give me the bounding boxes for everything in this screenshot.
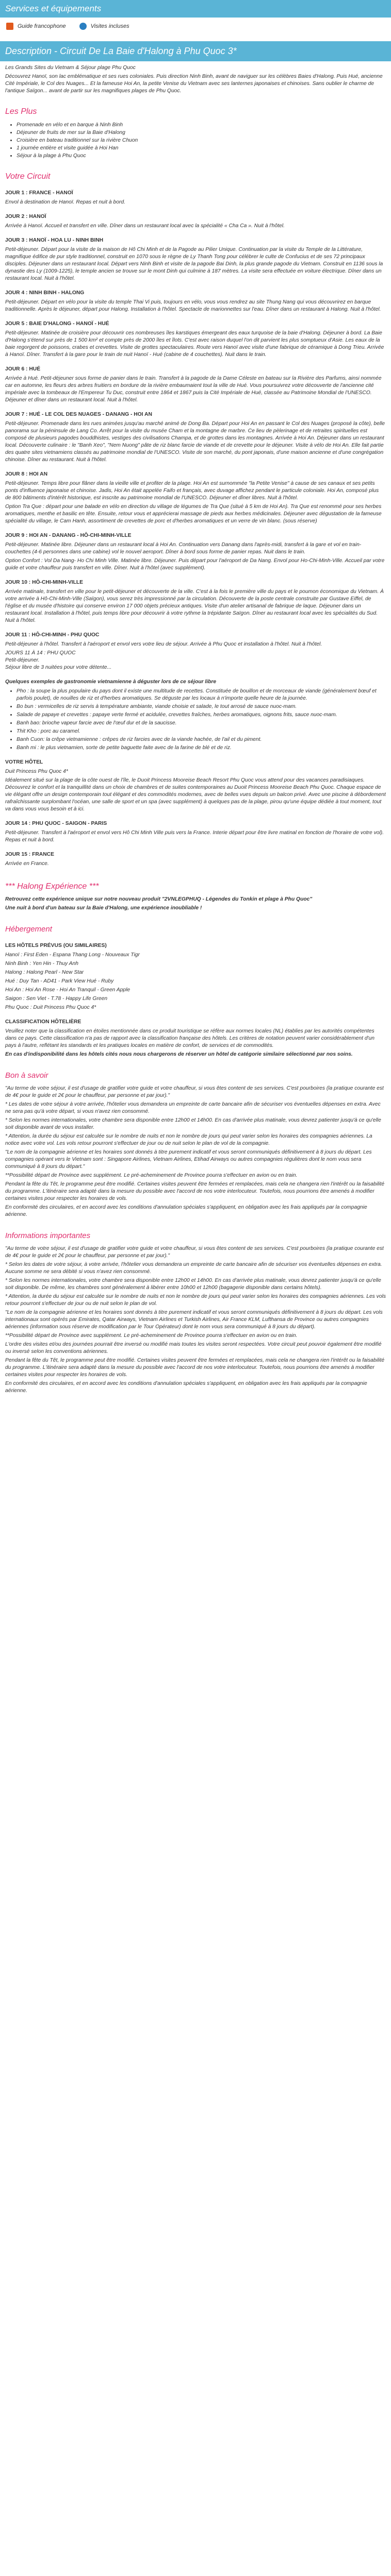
day-heading: JOUR 4 : NINH BINH - HALONG [5, 290, 85, 296]
day-text: Petit-déjeuner. Matinée de croisière pour découvrir ces nombreuses îles karstiques émergeant des eaux turquoise de la baie d'Halong. Déjeuner à bord. La Baie d'Halong s'étend sur près de 1 500 km² et compte près de 2000 îles et îlots. C'est avec raison duquel l'on dit parvient les plus somptueux d'Asie. Les eaux de la baie regorgent de poissons, crabes et crevettes. Visite de grottes spectaculaires. Route vers Hanoï avec visite d'une fabrique de céramique à Dong Trieu. Arrivée à Hanoï. Dîner. Transfert à la gare pour le train de nuit Hanoï - Hué (cabine de 4 couchettes). Nuit dans le train. [5, 330, 384, 358]
itinerary-days [5, 190, 386, 671]
info-paragraph: En conformité des circulaires, et en accord avec les conditions d'annulation spéciales s'appliquent, en obligation avec les frais appliqués par la compagnie aérienne. [5, 1381, 367, 1394]
promo-line-1: Retrouvez cette expérience unique sur notre nouveau produit "2VNLEGPHUQ - Légendes du Tonkin et plage à Phu Quoc" [5, 896, 313, 903]
plus-list [5, 122, 386, 160]
hotels-head: LES HÔTELS PRÉVUS (OU SIMILAIRES) [5, 942, 107, 948]
promo-line-2: Une nuit à bord d'un bateau sur la Baie d'Halong, une expérience inoubliable ! [5, 905, 202, 911]
day-text: Petit-déjeuner. Départ en vélo pour la visite du temple Thai Vi puis, toujours en vélo, vous vous rendrez au site Thung Nang qui vous découvrirez en barque traditionnelle. Après le déjeuner, départ pour Halong. Installation à l'hôtel. Spectacle de marionnettes sur l'eau. Dîner dans un restaurant à Halong. Nuit à l'hôtel. [5, 299, 381, 312]
day-heading: JOUR 7 : HUÉ - LE COL DES NUAGES - DANANG - HOI AN [5, 411, 152, 417]
list-item: • Pho : la soupe la plus populaire du pays dont il existe une multitude de recettes. Constituée de bouillon et de morceaux de viande (généralement bœuf et parfois poulet), de nouilles de riz et d'herbes aromatiques. Se déguste par les locaux à n'importe quelle heure de la journée. [17, 688, 386, 702]
info-paragraph: * Attention, la durée du séjour est calculée sur le nombre de nuits et non le nombre de jours qui peut varier selon les horaires des compagnies aériennes. Les vols retour pourront s'effectuer de jour ou de nuit selon le plan de vol. [5, 1294, 386, 1307]
intro-subtitle: Les Grands Sites du Vietnam & Séjour plage Phu Quoc [5, 65, 136, 71]
main-content [0, 64, 391, 1395]
bon-paragraph: "Au terme de votre séjour, il est d'usage de gratifier votre guide et votre chauffeur, si vous êtes content de ses services. C'est pourboires (la pratique courante est de 4€ pour le guide et 2€ pour le chauffeur, par personne et par jour)." [5, 1086, 384, 1099]
day-text: Option Confort : Vol Da Nang- Ho Chi Minh Ville. Matinée libre. Déjeuner. Puis départ pour l'aéroport de Da Nang. Envol pour Ho-Chi-Minh-Ville. Accueil par votre guide et votre chauffeur puis transfert en ville. Dîner. Nuit à l'hôtel (avec supplément). [5, 557, 385, 571]
info-paragraph: "Le nom de la compagnie aérienne et les horaires sont donnés à titre purement indicatif et vous seront communiqués définitivement à 8 jours du départ. Les vols internationaux sont opérés par Emirates, Qatar Airways, Vietnam Airlines et Turkish Airlines, Air France KLM, Lufthansa de Province ou autres compagnies aériennes (information sous réserve de modification par le Tour Opérateur) dont le nom vous sera communiqué à 8 jours du départ). [5, 1310, 383, 1330]
hotels-list [5, 952, 386, 1011]
ticket-icon [79, 23, 87, 30]
day-heading: JOUR 8 : HOI AN [5, 471, 48, 477]
hebergement-title: Hébergement [5, 925, 52, 934]
day-heading: JOUR 14 : PHU QUOC - SAIGON - PARIS [5, 820, 107, 826]
day-heading: JOUR 11 : HÔ-CHI-MINH - PHU QUOC [5, 632, 100, 638]
day-text: Envol à destination de Hanoï. Repas et nuit à bord. [5, 199, 125, 205]
classification-head: CLASSIFICATION HÔTELIÈRE [5, 1019, 82, 1025]
day-text: Petit-déjeuner. Temps libre pour flâner dans la vieille ville et profiter de la plage. Hoi An est surnommée "la Petite Venise" à cause de ses canaux et ses petits ponts d'influence japonaise et chinoise. Jadis, Hoi An était appelée Faifo et français, avec duvage affichez pendant le particule coloniale. Hoi An, composé plus de 800 bâtiments d'intérêt historique, est inscrite au patrimoine mondial de l'UNESCO. Déjeuner et dîner libres. Nuit à l'hôtel. [5, 480, 379, 501]
bon-paragraph: En conformité des circulaires, et en accord avec les conditions d'annulation spéciales s'appliquent, en obligation avec les frais appliqués par la compagnie aérienne. [5, 1205, 367, 1218]
gastro-title: Quelques exemples de gastronomie vietnamienne à déguster lors de ce séjour libre [5, 679, 217, 685]
list-item: • Banh Cuon: la crêpe vietnamienne : crêpes de riz farcies avec de la viande hachée, de l'ail et du piment. [17, 736, 386, 743]
day-text: Petit-déjeuner. Matinée libre. Déjeuner dans un restaurant local à Hoi An. Continuation vers Danang dans l'après-midi, transfert à la gare et vol en train-couchettes (4-6 personnes dans une cabine) vol le nouvel aeroport. Dîner à bord sous forme de panier repas. Nuit dans le train. [5, 541, 362, 555]
hotel-line: Phu Quoc : Duit Princess Phu Quoc 4* [5, 1004, 96, 1010]
service-item-guide [6, 23, 66, 30]
list-item: • Salade de papaye et crevettes : papaye verte fermé et acidulée, crevettes fraîches, herbes aromatiques, oignons frits, sauce nuoc-mam. [17, 711, 386, 719]
list-item: • Thit Kho : porc au caramel. [17, 728, 386, 735]
day-text: Arrivée à Hué. Petit-déjeuner sous forme de panier dans le train. Transfert à la pagode de la Dame Céleste en bateau sur la Rivière des Parfums, ainsi nommée car en automne, les fleurs des arbres fruitiers en bordure de la rivière embaumaient tout la ville de Hué. Vous poursuivrez votre découverte de l'ancienne cité impériale avec la tombeaux de l'Empereur Tu Duc, construit entre 1864 et 1867 puis la Cité Impériale de Hué, classée au Patrimoine Mondial de l'UNESCO. Déjeuner et dîner dans un restaurant local. Nuit à l'hôtel. [5, 375, 382, 403]
bon-paragraph: "Le nom de la compagnie aérienne et les horaires sont donnés à titre purement indicatif et vous seront communiqués définitivement à 8 jours du départ. Les compagnies opérant vers le Vietnam sont : Singapore Airlines, Vietnam Airlines, Etihad Airways ou autres compagnies régulières dont le nom vous sera communiqué à 8 jours du départ." [5, 1149, 372, 1170]
info-paragraph: Pendant la fête du Têt, le programme peut être modifié. Certaines visites peuvent être fermées et remplacées, mais cela ne changera rien l'intérêt ou la faisabilité du programme. L'itinéraire sera adapté dans la mesure du possible avec l'accord de nos votre interlocuteur. Toutefois, nous pourrions être amenés à modifier certaines visites pour respecter les horaires de vols. [5, 1358, 385, 1378]
list-item: • Bo bun : vermicelles de riz servis à température ambiante, viande choisie et salade, le tout arrosé de sauce nuoc-mam. [17, 703, 386, 710]
hotel-line: Hué : Duy Tan - AD41 - Park View Hué - Ruby [5, 978, 114, 984]
services-list [0, 18, 391, 37]
hotel-line: Hanoï : First Eden - Espana Thang Long - Nouveaux Tigr [5, 952, 140, 958]
service-item-visits [79, 23, 129, 30]
bon-paragraph: Pendant la fête du Têt, le programme peut être modifié. Certaines visites peuvent être fermées et remplacées, mais cela ne changera rien l'intérêt ou la faisabilité du programme. L'itinéraire sera adapté dans la mesure du possible avec l'accord de nos votre interlocuteur. Toutefois, nous pourrions être amenés à modifier certaines visites pour respecter les horaires de vols. [5, 1181, 385, 1202]
day-text: Arrivée à Hanoï. Accueil et transfert en ville. Dîner dans un restaurant local avec la spécialité « Cha Ca ». Nuit à l'hôtel. [5, 223, 285, 229]
description-header: Description - Circuit De La Baie d'Halong à Phu Quoc 3* [0, 41, 391, 61]
day-heading: JOUR 3 : HANOÏ - HOA LU - NINH BINH [5, 237, 104, 243]
day-text: Petit-déjeuner. Promenade dans les rues animées jusqu'au marché animé de Dong Ba. Départ pour Hoi An en passant le Col des Nuages (proposé la côte), belle panorama sur la péninsule de Lang Co. Arrêt pour la visite du musée Cham et la montagne de marbre. Ce lieu de pèlerinage et de retraites spirituelles est composé de plusieurs pagodes bouddhistes, vestiges des civilisations Champa, et de grottes dans les montagnes. Arrivée à Hoi An. Déjeuner dans un restaurant local. Découverte culinaire : le "Banh Xeo", "Nem Nuong" pâte de riz blanc farcie de viande et de crevette pour le déjeuner. Visite à vélo de Hoi An. Elle fait partie des quatre sites vietnamiens classés au patrimoine mondial de l'UNESCO. Visite de son marché, du pont japonais, d'une maison ancienne et d'une congrégation chinoise. Dîner au restaurant. Nuit à l'hôtel. [5, 420, 385, 463]
day-text: Option Tra Que : départ pour une balade en vélo en direction du village de légumes de Tra Que (situé à 5 km de Hoi An). Tra Que est renommé pour ses herbes aromatiques, menthe et basilic en tête. Ensuite, retour vous et apprécierai massage de pieds aux herbes médicinales. Déjeuner avec dégustation de la fameuse spécialité du village, le Cam Hanh, assortiment de crevettes de porc et d'herbes aromatiques et un verre de vin blanc. (sous réserve) [5, 503, 382, 524]
bon-paragraph: * Attention, la durée du séjour est calculée sur le nombre de nuits et non le nombre de jours qui peut varier selon les horaires des compagnies aériennes. La notice avec votre vol. Les vols retour pourront s'effectuer de jour ou de nuit selon le plan de vol de la compagnie. [5, 1133, 372, 1147]
bon-paragraph: * Les dates de votre séjour à votre arrivée, l'hôtelier vous demandera un empreinte de carte bancaire afin de sécuriser vos éventuelles dépenses en extra. Avec ne sera pas qu'à votre départ, si vous n'avez rien consommé. [5, 1101, 381, 1115]
service-label: Visites incluses [90, 23, 129, 29]
list-item: • Déjeuner de fruits de mer sur la Baie d'Halong [17, 129, 386, 137]
list-item: • Banh bao: brioche vapeur farcie avec de l'œuf dur et de la saucisse. [17, 720, 386, 727]
day-heading: JOUR 2 : HANOÏ [5, 213, 46, 219]
bon-paragraph: **Possibilité départ de Province avec supplément. Le pré-acheminement de Province pourra s'effectuer en avion ou en train. [5, 1173, 298, 1179]
infos-section [5, 1245, 386, 1395]
day-text: Petit-déjeuner. Transfert à l'aéroport et envol vers Hô Chi Minh Ville puis vers la France. Interie départ pour être livre matinal en fonction de l'horaire de votre vol). Repas et nuit à bord. [5, 829, 384, 843]
bon-title: Bon à savoir [5, 1071, 48, 1080]
day-heading: JOUR 9 : HOI AN - DANANG - HÔ-CHI-MINH-VILLE [5, 532, 132, 538]
services-header: Services et équipements [0, 0, 391, 18]
list-item: • Banh mi : le plus vietnamien, sorte de petite baguette faite avec de la farine de blé et de riz. [17, 744, 386, 752]
info-paragraph: "Au terme de votre séjour, il est d'usage de gratifier votre guide et votre chauffeur, si vous êtes content de ses services. C'est pourboires (la pratique courante est de 4€ pour le guide et 2€ pour le chauffeur, par personne et par jour)." [5, 1246, 384, 1259]
info-paragraph: **Possibilité départ de Province avec supplément. Le pré-acheminement de Province pourra s'effectuer en avion ou en train. [5, 1333, 298, 1339]
plus-title: Les Plus [5, 107, 37, 116]
itinerary-title: Votre Circuit [5, 172, 51, 181]
day-text: Arrivée en France. [5, 860, 49, 867]
info-paragraph: L'ordre des visites et/ou des journées pourrait être inversé ou modifié mais toutes les visites seront respectées. Votre circuit peut pouvoir également être modifié ou inversé selon les conventions aériennes. [5, 1342, 382, 1355]
hotel-line: Hoi An : Hoi An Rose - Hoi An Tranquil - Green Apple [5, 987, 131, 993]
hotel-text: Idéalement situé sur la plage de la côte ouest de l'île, le Duoit Princess Mooreise Beach Resort Phu Quoc vous attend pour des vacances paradisiaques. Découvrez le confort et la tranquillité dans un choix de chambres et de suites contemporaines au Duoit Princess Mooreise Beach Phu Quoc. Chaque espace de vie élégant offre un design contemporain tout élégant et des commodités modernes, avec de belles vues depuis un balcon privé. Avec une piscine à débordement rafraîchissante surplombant l'océan, une salle de sport et un spa (avec supplément) à quelques pas de la plage, pirou qu'une équipe dédiée à tout moment, tout va dans vous vous besoin et à ici. [5, 777, 386, 812]
classification-bold: En cas d'indisponibilité dans les hôtels cités nous nous chargerons de réserver un hôtel de catégorie similaire sélectionné par nos soins. [5, 1051, 353, 1057]
classification-text: Veuillez noter que la classification en étoiles mentionnée dans ce produit touristique se réfère aux normes locales (NL) établies par les autorités compétentes dans ce pays. Cette classification n'a pas de rapport avec la classification française des hôtels. Les critères de notation peuvent varier considérablement d'un pays à l'autre, reflétant les standards et les pratiques locales en matière de confort, de services et de commodités. [5, 1028, 374, 1048]
list-item: • Croisière en bateau traditionnel sur la rivière Chuon [17, 137, 386, 144]
guide-icon [6, 23, 13, 30]
promo-title: *** Halong Expérience *** [5, 882, 99, 891]
bon-paragraph: * Selon les normes internationales, votre chambre sera disponible entre 12h00 et 14h00. En cas d'arrivée plus matinale, vous devrez patienter jusqu'à ce qu'elle soit disponible avant de vous installer. [5, 1117, 381, 1131]
service-label: Guide francophone [18, 23, 66, 29]
hotel-line: Saigon : Sen Viet - T.78 - Happy Life Green [5, 995, 108, 1002]
day-heading: JOUR 6 : HUÉ [5, 366, 41, 372]
last-days [5, 820, 386, 868]
day-heading: JOUR 1 : FRANCE - HANOÏ [5, 190, 73, 196]
hotel-title: VOTRE HÔTEL [5, 759, 43, 765]
day-text: Arrivée matinale, transfert en ville pour le petit-déjeuner et découverte de la ville. C'est à la fois le première ville du pays et le poumon économique du Vietnam. À votre arrivée à Hô-Chi-Minh-Ville (Saïgon), vous serez très impressionné par la circulation. Découverte de la poste centrale construite par Gustave Eiffel, de l'église et du musée d'histoire qui conserve environ 17 000 objets précieux antiques. Visite d'un atelier artisanal de fabrique de laque. Déjeuner dans un restaurant local. Installation à l'hôtel, puis temps libre pour découvrir à votre rythme la trépidante Saïgon. Dîner au restaurant local avec les spécialités du Sud. Nuit à l'hôtel. [5, 588, 384, 623]
hotel-line: Halong : Halong Pearl - New Star [5, 969, 84, 975]
hotel-line: Ninh Binh : Yen Hin - Thuy Anh [5, 960, 78, 967]
list-item: • 1 journée entière et visite guidée à Hoi Han [17, 145, 386, 152]
day-text: JOURS 11 À 14 : PHU QUOC Petit-déjeuner. Séjour libre de 3 nuitées pour votre détente... [5, 650, 112, 670]
hotel-name: Duit Princess Phu Quoc 4* [5, 768, 68, 774]
day-text: Petit-déjeuner. Départ pour la visite de la maison de Hô Chi Minh et de la Pagode au Pilier Unique. Continuation par la visite du Temple de la Littérature, magnifique édifice de pur style traditionnel, construit en 1070 sous le règne de Ly Thanh Tong pour célébrer le culte de Confucius et de ses 72 principaux disciples. Déjeuner dans un restaurant local. Départ vers Ninh Binh et visite de la pagode Bai Dinh, la plus grande pagode du Vietnam. Construit en 1136 sous la dynastie des Ly (1009-1225), le temple ancien se trouve sur le mont Dinh qui culmine à 187 mètres. La visite sera effectuée en voiture électrique. Dîner dans un restaurant local. Nuit à l'hôtel. [5, 246, 383, 281]
list-item: • Séjour à la plage à Phu Quoc [17, 152, 386, 160]
day-heading: JOUR 15 : FRANCE [5, 851, 54, 857]
infos-title: Informations importantes [5, 1231, 91, 1241]
day-heading: JOUR 5 : BAIE D'HALONG - HANOÏ - HUÉ [5, 320, 109, 327]
day-text: Petit-déjeuner à l'hôtel. Transfert à l'aéroport et envol vers votre lieu de séjour. Arrivée à Phu Quoc et installation à l'hôtel. Nuit à l'hôtel. [5, 641, 322, 647]
bon-section [5, 1085, 386, 1218]
info-paragraph: * Selon les dates de votre séjour, à votre arrivée, l'hôtelier vous demandera un empreinte de carte bancaire afin de sécuriser vos éventuelles dépenses en extra. Aucune somme ne sera débité si vous n'avez rien consommé. [5, 1262, 382, 1275]
list-item: • Promenade en vélo et en barque à Ninh Binh [17, 122, 386, 129]
gastro-list [5, 688, 386, 752]
day-heading: JOUR 10 : HÔ-CHI-MINH-VILLE [5, 579, 84, 585]
intro-text: Découvrez Hanoï, son lac emblématique et ses rues coloniales. Puis direction Ninh Binh, avant de naviguer sur les célèbres Baies d'Halong. Puis Hué, ancienne Cité Impériale, le Col des Nuages... Et la fameuse Hoi An, la petite Venise du Vietnam avec ses lanternes japonaises et chinoises. Sans oublier le charme de l'antique Saïgon... avant de partir sur les magnifiques plages de Phu Quoc. [5, 74, 383, 94]
info-paragraph: * Selon les normes internationales, votre chambre sera disponible entre 12h00 et 14h00. En cas d'arrivée plus matinale, vous devrez patienter jusqu'à ce qu'elle soit disponible. De même, les chambres sont généralement à libérer entre 10h00 et 12h00 (bagagerie disponible dans certains hôtels). [5, 1278, 381, 1291]
